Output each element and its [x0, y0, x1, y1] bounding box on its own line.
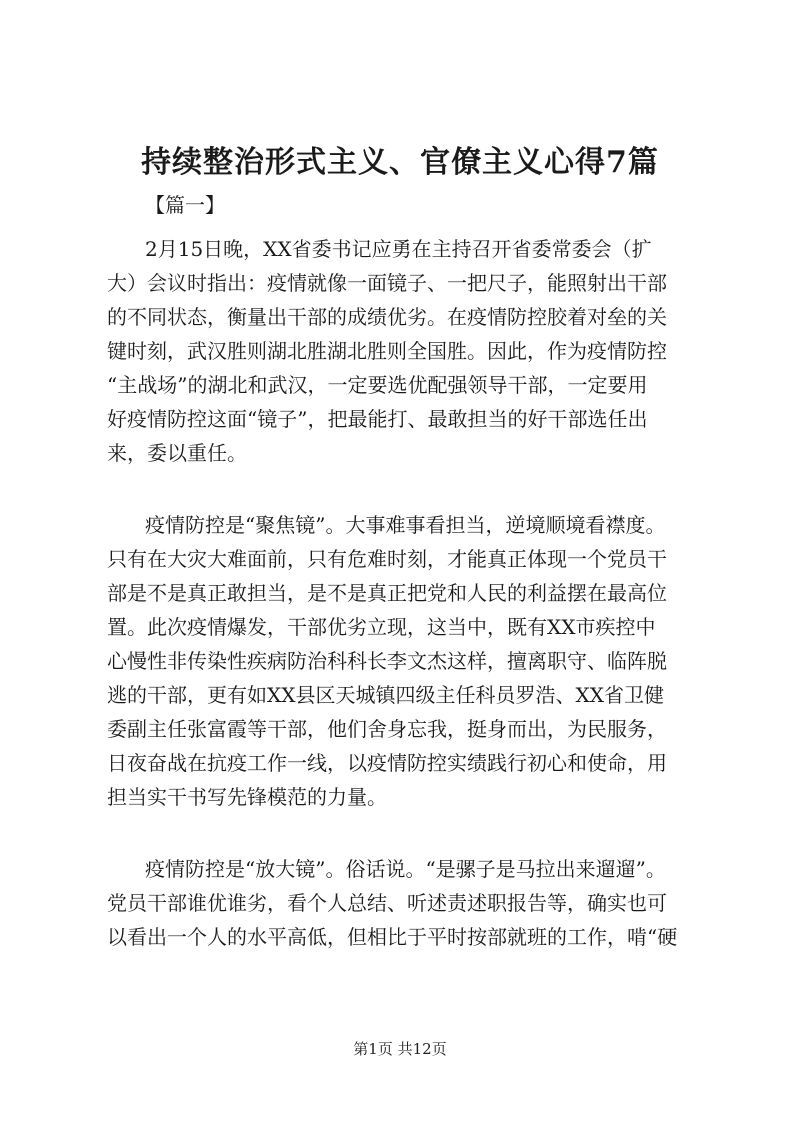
paragraph-1-line-5: “主战场”的湖北和武汉，一定要选优配强领导干部，一定要用 [107, 373, 648, 397]
paragraph-3-line-2: 党员干部谁优谁劣，看个人总结、听述责述职报告等，确实也可 [107, 891, 667, 915]
paragraph-2-line-3: 部是不是真正敢担当，是不是真正把党和人民的利益摆在最高位 [107, 581, 667, 605]
paragraph-2-line-5: 心慢性非传染性疾病防治科科长李文杰这样，擅离职守、临阵脱 [107, 649, 667, 673]
paragraph-2-line-1: 疫情防控是“聚焦镜”。大事难事看担当，逆境顺境看襟度。 [145, 513, 666, 537]
document-title: 持续整治形式主义、官僚主义心得7篇 [141, 145, 659, 180]
paragraph-1-line-6: 好疫情防控这面“镜子”，把最能打、最敢担当的好干部选任出 [107, 407, 648, 431]
paragraph-2-line-4: 置。此次疫情爆发，干部优劣立现，这当中，既有XX市疾控中 [107, 615, 656, 639]
paragraph-3-line-3: 以看出一个人的水平高低，但相比于平时按部就班的工作，啃“硬 [107, 925, 678, 949]
page-footer: 第1页 共12页 [353, 1040, 447, 1058]
paragraph-2-line-6: 逃的干部，更有如XX县区天城镇四级主任科员罗浩、XX省卫健 [107, 683, 664, 707]
paragraph-1-line-2: 大）会议时指出：疫情就像一面镜子、一把尺子，能照射出干部 [107, 271, 667, 295]
paragraph-2-line-7: 委副主任张富霞等干部，他们舍身忘我，挺身而出，为民服务， [107, 717, 667, 741]
section-label: 【篇一】 [145, 193, 225, 217]
paragraph-2-line-2: 只有在大灾大难面前，只有危难时刻，才能真正体现一个党员干 [107, 547, 667, 571]
paragraph-1-line-3: 的不同状态，衡量出干部的成绩优劣。在疫情防控胶着对垒的关 [107, 305, 667, 329]
paragraph-2-line-8: 日夜奋战在抗疫工作一线，以疫情防控实绩践行初心和使命，用 [107, 751, 667, 775]
paragraph-2-line-9: 担当实干书写先锋模范的力量。 [107, 785, 387, 809]
paragraph-3-line-1: 疫情防控是“放大镜”。俗话说。“是骡子是马拉出来遛遛”。 [145, 857, 666, 881]
paragraph-1-line-1: 2月15日晚，XX省委书记应勇在主持召开省委常委会（扩 [145, 237, 652, 261]
paragraph-1-line-7: 来，委以重任。 [107, 441, 247, 465]
paragraph-1-line-4: 键时刻，武汉胜则湖北胜湖北胜则全国胜。因此，作为疫情防控 [107, 339, 667, 363]
